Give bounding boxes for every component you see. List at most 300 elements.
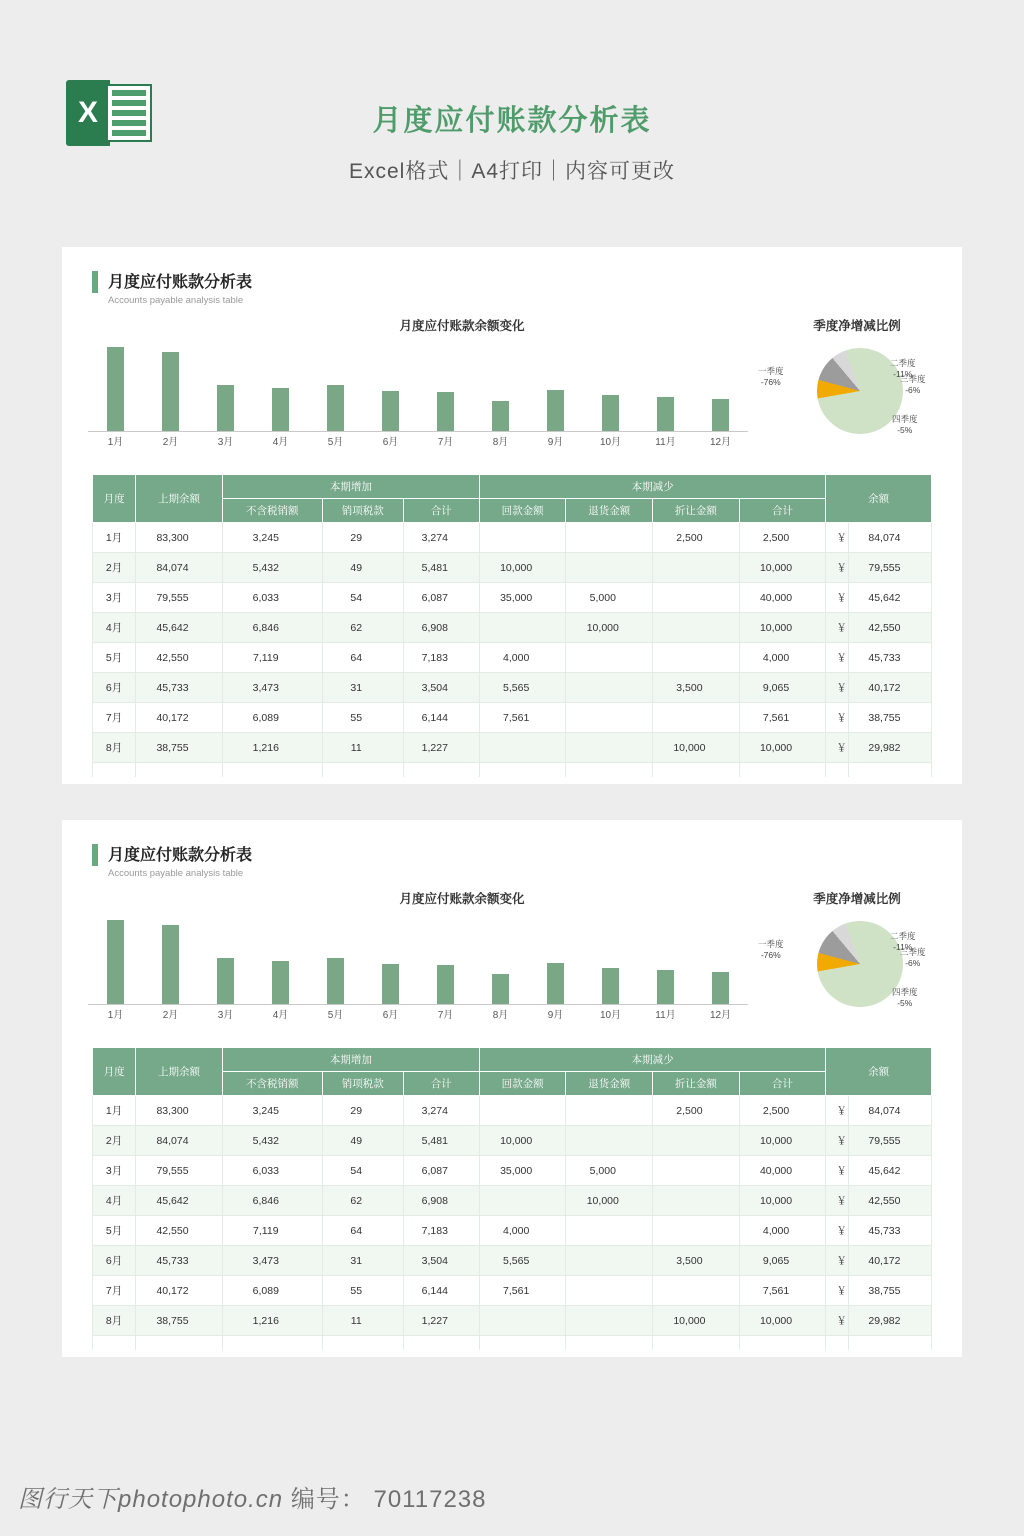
cell-inc_total: 3,274 [403,1096,479,1126]
cell-currency: ￥ [826,733,849,763]
bar-5月 [327,385,344,431]
cell-dec_total: 4,000 [739,1216,826,1246]
cell-prev: 83,300 [136,1096,223,1126]
cell-prev: 38,755 [136,1306,223,1336]
cell-discount: 2,500 [653,1096,740,1126]
table-row [93,553,932,583]
cell-balance: 40,172 [848,673,931,703]
cell-sales: 3,245 [222,523,322,553]
th-decrease-group: 本期减少 [479,475,826,499]
cell-dec_total: 10,000 [739,553,826,583]
bar-column [583,345,638,431]
pie-chart [758,909,952,1029]
bar-12月 [712,972,729,1004]
table-row [93,1186,932,1216]
cell-returns: 10,000 [566,613,653,643]
bar-axis-label: 8月 [492,437,509,448]
bar-column [198,918,253,1004]
cell-discount: 3,500 [653,673,740,703]
card-header [62,820,962,883]
cell-discount: 3,500 [653,1246,740,1276]
pie-label-q4: 四季度 -5% [892,987,918,1008]
cell-sales: 5,432 [222,1126,322,1156]
charts-area [62,310,962,470]
th-increase-group: 本期增加 [222,1048,479,1072]
pie-chart-title: 季度净增减比例 [813,892,901,906]
bar-chart-title: 月度应付账款余额变化 [399,892,525,906]
cell-dec_total: 10,000 [739,1186,826,1216]
cell-payback: 35,000 [479,583,566,613]
th-increase-total: 合计 [403,499,479,523]
bar-9月 [547,963,564,1004]
cell-returns [566,1306,653,1336]
cell-empty [826,1336,849,1350]
cell-currency: ￥ [826,643,849,673]
cell-currency: ￥ [826,1246,849,1276]
table-row [93,1096,932,1126]
cell-inc_total: 6,087 [403,583,479,613]
bar-axis-label: 2月 [162,437,179,448]
cell-sales: 1,216 [222,1306,322,1336]
cell-prev: 79,555 [136,583,223,613]
table-row [93,673,932,703]
cell-dec_total: 7,561 [739,703,826,733]
cell-currency: ￥ [826,1216,849,1246]
cell-inc_total: 1,227 [403,733,479,763]
pie-label-q3: 三季度 -6% [900,374,926,395]
cell-payback [479,613,566,643]
cell-empty [566,763,653,777]
bar-axis-label: 5月 [327,1010,344,1021]
bar-chart [88,911,748,1026]
bar-column [693,345,748,431]
cell-returns: 5,000 [566,583,653,613]
card-subtitle: Accounts payable analysis table [108,295,244,306]
cell-balance: 29,982 [848,1306,931,1336]
cell-discount: 2,500 [653,523,740,553]
cell-tax: 11 [322,1306,403,1336]
th-returns: 退货金额 [566,1072,653,1096]
cell-prev: 40,172 [136,703,223,733]
cell-currency: ￥ [826,583,849,613]
cell-inc_total: 5,481 [403,553,479,583]
cell-currency: ￥ [826,703,849,733]
bar-4月 [272,961,289,1004]
cell-dec_total: 7,561 [739,1276,826,1306]
cell-sales: 6,033 [222,583,322,613]
cell-balance: 84,074 [848,1096,931,1126]
cell-currency: ￥ [826,1276,849,1306]
cell-empty [222,763,322,777]
th-payback: 回款金额 [479,499,566,523]
bar-2月 [162,925,179,1004]
cell-tax: 31 [322,673,403,703]
bar-column [583,918,638,1004]
table-filler-row [93,763,932,777]
table-row [93,583,932,613]
cell-dec_total: 10,000 [739,733,826,763]
cell-inc_total: 6,908 [403,1186,479,1216]
card-title: 月度应付账款分析表 [108,847,253,864]
cell-discount [653,1276,740,1306]
cell-month: 1月 [93,523,136,553]
bar-column [88,345,143,431]
cell-month: 8月 [93,1306,136,1336]
bar-axis-label: 12月 [709,437,732,448]
bar-axis-label: 3月 [217,1010,234,1021]
cell-empty [136,763,223,777]
cell-prev: 84,074 [136,553,223,583]
pie-label-q3: 三季度 -6% [900,947,926,968]
bar-2月 [162,352,179,431]
cell-prev: 45,642 [136,1186,223,1216]
bar-10月 [602,395,619,431]
accounts-payable-table [92,474,932,777]
pie-label-q2: 二季度 -11% [890,931,916,952]
cell-month: 6月 [93,1246,136,1276]
bar-axis-label: 4月 [272,1010,289,1021]
bar-series [88,345,748,431]
bar-column [143,345,198,431]
cell-currency: ￥ [826,1306,849,1336]
cell-returns [566,1246,653,1276]
cell-payback [479,1186,566,1216]
cell-dec_total: 2,500 [739,523,826,553]
cell-payback: 5,565 [479,1246,566,1276]
bar-8月 [492,974,509,1004]
cell-inc_total: 3,274 [403,523,479,553]
page-subtitle: Excel格式｜A4打印｜内容可更改 [348,160,676,183]
cell-returns: 5,000 [566,1156,653,1186]
cell-month: 8月 [93,733,136,763]
cell-returns [566,643,653,673]
bar-5月 [327,958,344,1004]
cell-prev: 42,550 [136,643,223,673]
cell-dec_total: 9,065 [739,673,826,703]
bar-7月 [437,392,454,431]
cell-sales: 3,473 [222,1246,322,1276]
cell-sales: 6,089 [222,1276,322,1306]
cell-month: 2月 [93,1126,136,1156]
cell-tax: 54 [322,1156,403,1186]
th-decrease-total: 合计 [739,1072,826,1096]
cell-tax: 29 [322,523,403,553]
cell-payback [479,1306,566,1336]
cell-currency: ￥ [826,1096,849,1126]
cell-balance: 38,755 [848,703,931,733]
bar-chart-title: 月度应付账款余额变化 [399,319,525,333]
table-row [93,1126,932,1156]
excel-logo-sheet [106,84,152,142]
table-filler-row [93,1336,932,1350]
cell-tax: 55 [322,1276,403,1306]
cell-tax: 49 [322,553,403,583]
cell-empty [479,763,566,777]
th-month: 月度 [93,475,136,523]
table-row [93,1246,932,1276]
bar-axis-label: 8月 [492,1010,509,1021]
card-header [62,247,962,310]
bar-column [88,918,143,1004]
table-row [93,643,932,673]
cell-prev: 84,074 [136,1126,223,1156]
accent-bar [92,844,98,866]
cell-returns [566,553,653,583]
cell-sales: 7,119 [222,1216,322,1246]
cell-inc_total: 6,908 [403,613,479,643]
cell-payback [479,523,566,553]
watermark-footer [0,1479,1024,1514]
card-title: 月度应付账款分析表 [108,274,253,291]
cell-inc_total: 6,087 [403,1156,479,1186]
cell-balance: 84,074 [848,523,931,553]
sheet-card-2 [62,820,962,1357]
accounts-payable-table [92,1047,932,1350]
bar-8月 [492,401,509,431]
pie-label-q1: 一季度 -76% [758,366,784,387]
bar-column [638,918,693,1004]
bar-column [308,345,363,431]
cell-month: 4月 [93,1186,136,1216]
bar-column [693,918,748,1004]
bar-column [528,918,583,1004]
cell-prev: 38,755 [136,733,223,763]
table-row [93,703,932,733]
table-row [93,523,932,553]
cell-inc_total: 3,504 [403,1246,479,1276]
cell-returns [566,733,653,763]
table-body [93,523,932,777]
th-output-tax: 销项税款 [322,499,403,523]
th-balance: 余额 [826,475,932,523]
cell-empty [739,763,826,777]
cell-sales: 3,245 [222,1096,322,1126]
cell-tax: 49 [322,1126,403,1156]
cell-empty [222,1336,322,1350]
cell-dec_total: 10,000 [739,613,826,643]
cell-tax: 11 [322,733,403,763]
pie-label-q2: 二季度 -11% [890,358,916,379]
cell-currency: ￥ [826,613,849,643]
bar-axis-label: 2月 [162,1010,179,1021]
cell-returns [566,1126,653,1156]
page-title: 月度应付账款分析表 [372,105,652,137]
cell-discount [653,613,740,643]
bar-axis-label: 10月 [599,437,622,448]
pie-label-q1: 一季度 -76% [758,939,784,960]
bar-7月 [437,965,454,1004]
cell-dec_total: 2,500 [739,1096,826,1126]
cell-sales: 7,119 [222,643,322,673]
cell-balance: 79,555 [848,553,931,583]
cell-discount [653,583,740,613]
cell-inc_total: 6,144 [403,1276,479,1306]
cell-payback: 5,565 [479,673,566,703]
cell-inc_total: 7,183 [403,643,479,673]
th-payback: 回款金额 [479,1072,566,1096]
cell-empty [653,1336,740,1350]
bar-axis-label: 11月 [655,1010,676,1021]
cell-discount [653,553,740,583]
sheet-card-1 [62,247,962,784]
cell-empty [848,763,931,777]
cell-tax: 55 [322,703,403,733]
charts-area [62,883,962,1043]
cell-discount [653,703,740,733]
cell-dec_total: 4,000 [739,643,826,673]
bar-3月 [217,958,234,1004]
cell-empty [653,763,740,777]
bar-series [88,918,748,1004]
cell-tax: 64 [322,643,403,673]
cell-currency: ￥ [826,523,849,553]
cell-empty [322,763,403,777]
cell-payback: 4,000 [479,1216,566,1246]
bar-axis-label: 4月 [272,437,289,448]
cell-dec_total: 9,065 [739,1246,826,1276]
table-row [93,1276,932,1306]
cell-sales: 6,089 [222,703,322,733]
cell-tax: 64 [322,1216,403,1246]
cell-currency: ￥ [826,1186,849,1216]
bar-axis-label: 9月 [547,1010,564,1021]
cell-payback [479,733,566,763]
cell-payback [479,1096,566,1126]
cell-month: 7月 [93,1276,136,1306]
cell-payback: 4,000 [479,643,566,673]
bar-11月 [657,397,674,431]
cell-empty [403,1336,479,1350]
cell-returns [566,673,653,703]
bar-axis-label: 7月 [437,437,454,448]
bar-11月 [657,970,674,1004]
bar-column [473,918,528,1004]
cell-prev: 42,550 [136,1216,223,1246]
bar-column [473,345,528,431]
cell-currency: ￥ [826,553,849,583]
bar-1月 [107,347,124,431]
th-increase-total: 合计 [403,1072,479,1096]
pie-chart-title: 季度净增减比例 [813,319,901,333]
th-sales-ex-tax: 不含税销额 [222,499,322,523]
cell-sales: 5,432 [222,553,322,583]
cell-empty [566,1336,653,1350]
cell-empty [826,763,849,777]
bar-column [143,918,198,1004]
cell-returns [566,1276,653,1306]
cell-currency: ￥ [826,1126,849,1156]
cell-dec_total: 10,000 [739,1126,826,1156]
table-body [93,1096,932,1350]
cell-inc_total: 3,504 [403,673,479,703]
cell-prev: 40,172 [136,1276,223,1306]
cell-tax: 54 [322,583,403,613]
cell-balance: 45,642 [848,1156,931,1186]
cell-empty [322,1336,403,1350]
bar-axis-label: 1月 [107,437,124,448]
th-increase-group: 本期增加 [222,475,479,499]
cell-tax: 62 [322,613,403,643]
cell-balance: 42,550 [848,613,931,643]
cell-empty [848,1336,931,1350]
cell-sales: 6,846 [222,1186,322,1216]
bar-axis-label: 6月 [382,437,399,448]
bar-axis-label: 10月 [599,1010,622,1021]
bar-axis-label: 1月 [107,1010,124,1021]
cell-prev: 45,733 [136,1246,223,1276]
cell-dec_total: 10,000 [739,1306,826,1336]
bar-1月 [107,920,124,1004]
bar-6月 [382,964,399,1004]
cell-discount [653,1126,740,1156]
bar-6月 [382,391,399,431]
cell-month: 1月 [93,1096,136,1126]
bar-column [198,345,253,431]
cell-discount: 10,000 [653,733,740,763]
cell-prev: 45,642 [136,613,223,643]
cell-balance: 42,550 [848,1186,931,1216]
bar-10月 [602,968,619,1004]
cell-balance: 79,555 [848,1126,931,1156]
th-sales-ex-tax: 不含税销额 [222,1072,322,1096]
accent-bar [92,271,98,293]
cell-balance: 29,982 [848,733,931,763]
cell-dec_total: 40,000 [739,1156,826,1186]
cell-payback: 7,561 [479,703,566,733]
cell-empty [479,1336,566,1350]
th-decrease-total: 合计 [739,499,826,523]
watermark-id-label: 编号： [290,1486,366,1513]
cell-sales: 6,033 [222,1156,322,1186]
card-subtitle: Accounts payable analysis table [108,868,244,879]
cell-dec_total: 40,000 [739,583,826,613]
cell-currency: ￥ [826,1156,849,1186]
cell-empty [739,1336,826,1350]
cell-empty [93,763,136,777]
cell-balance: 45,733 [848,1216,931,1246]
cell-empty [93,1336,136,1350]
bar-column [418,345,473,431]
bar-axis-label: 3月 [217,437,234,448]
watermark-id-value: 70117238 [373,1486,487,1513]
table-row [93,733,932,763]
cell-empty [403,763,479,777]
page-header [0,0,1024,230]
cell-tax: 62 [322,1186,403,1216]
cell-prev: 83,300 [136,523,223,553]
cell-payback: 10,000 [479,553,566,583]
cell-discount [653,1216,740,1246]
bar-column [528,345,583,431]
table-header-row-1 [93,1048,932,1072]
th-prev-balance: 上期余额 [136,475,223,523]
excel-logo-icon [66,80,152,146]
cell-balance: 45,733 [848,643,931,673]
cell-month: 6月 [93,673,136,703]
cell-balance: 45,642 [848,583,931,613]
table-header-row-1 [93,475,932,499]
watermark-site: 图行天下photophoto.cn [18,1486,284,1513]
bar-axis-line [88,431,748,432]
th-balance: 余额 [826,1048,932,1096]
bar-axis-label: 11月 [655,437,676,448]
cell-month: 3月 [93,1156,136,1186]
cell-month: 7月 [93,703,136,733]
th-discount: 折让金额 [653,499,740,523]
table-row [93,1306,932,1336]
bar-axis-line [88,1004,748,1005]
th-discount: 折让金额 [653,1072,740,1096]
